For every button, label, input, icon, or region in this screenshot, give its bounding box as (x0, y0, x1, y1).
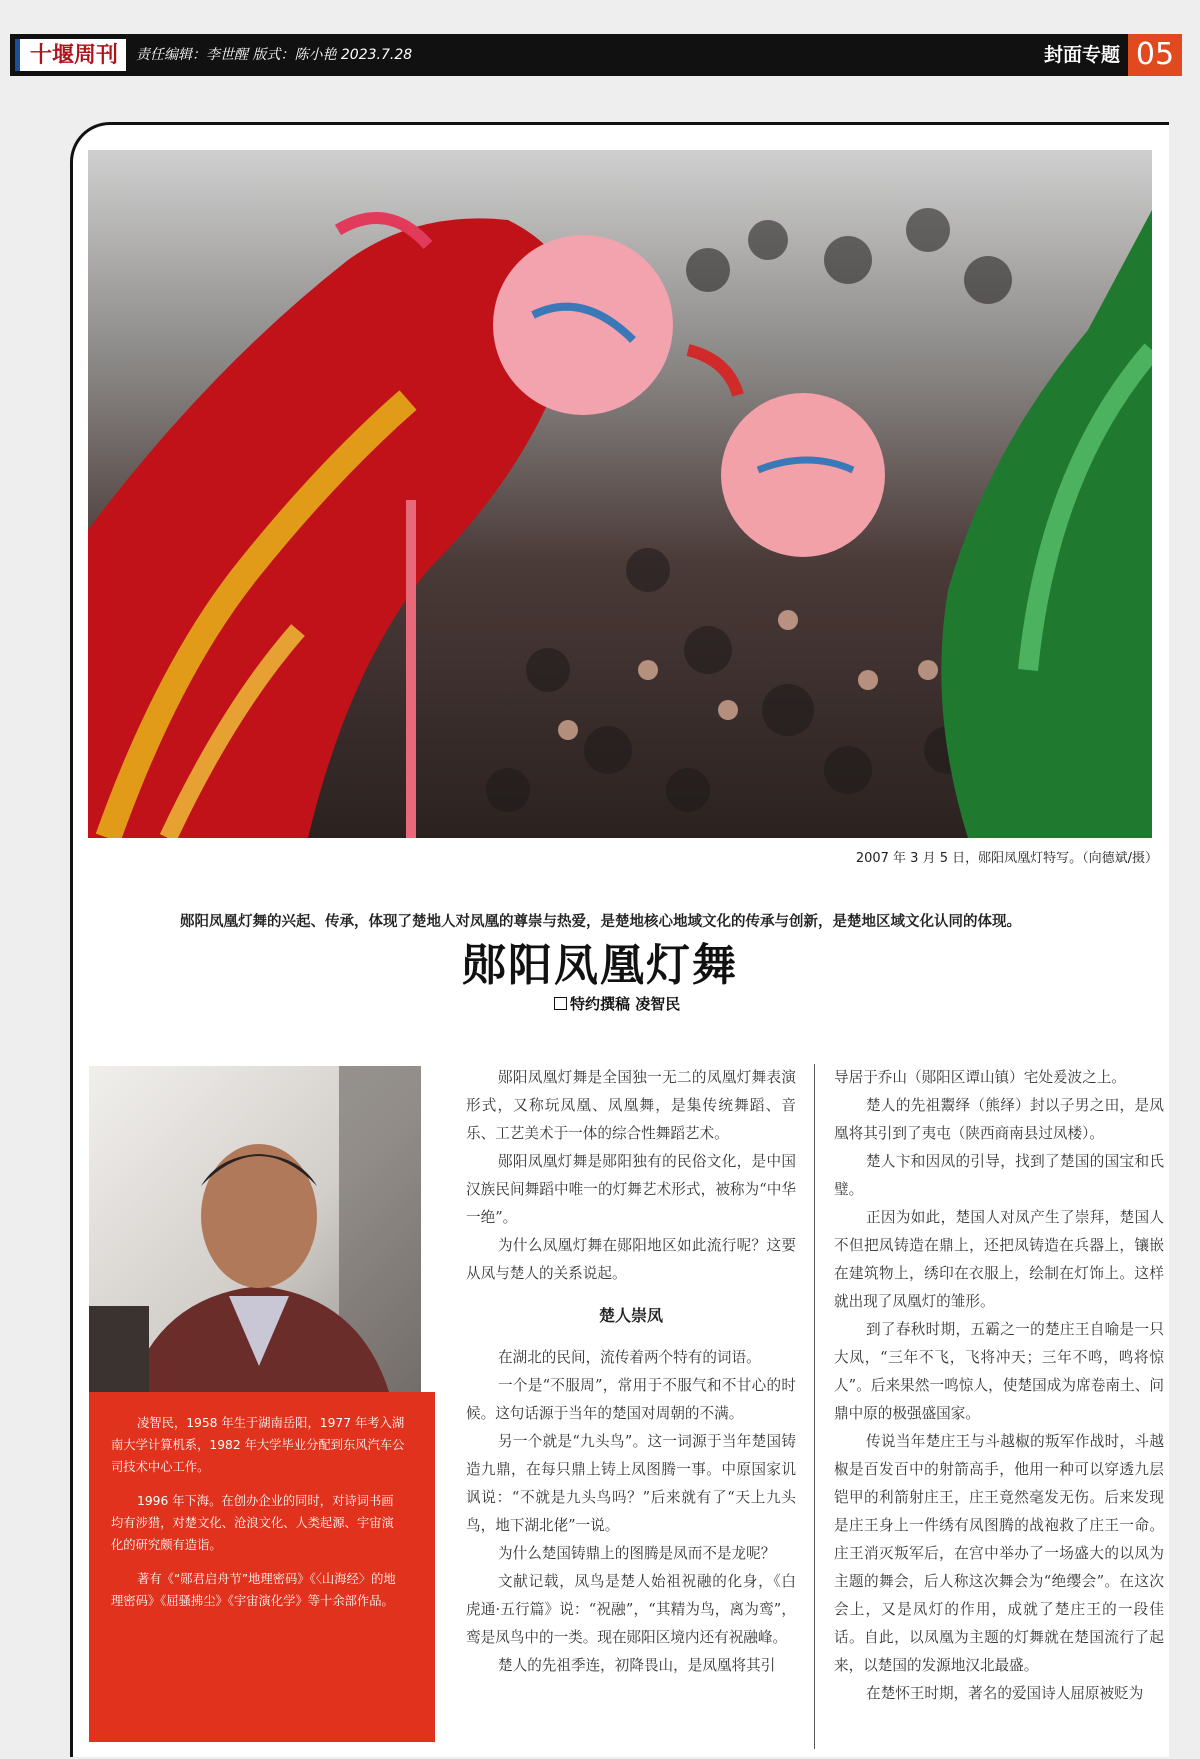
body-paragraph: 一个是“不服周”，常用于不服气和不甘心的时候。这句话源于当年的楚国对周朝的不满。 (466, 1377, 796, 1422)
body-paragraph: 为什么楚国铸鼎上的图腾是凤而不是龙呢？ (498, 1545, 776, 1562)
body-paragraph: 为什么凤凰灯舞在郧阳地区如此流行呢？这要从凤与楚人的关系说起。 (466, 1237, 796, 1282)
photo-caption: 2007 年 3 月 5 日，郧阳凤凰灯特写。（向德斌/摄） (855, 851, 1158, 866)
article-byline (554, 994, 680, 1014)
body-paragraph: 楚人的先祖鬻绎（熊绎）封以子男之田，是凤凰将其引到了夷屯（陕西商南县过凤楼）。 (834, 1097, 1164, 1142)
byline-text: 特约撰稿 凌智民 (570, 995, 681, 1013)
body-paragraph: 郧阳凤凰灯舞是全国独一无二的凤凰灯舞表演形式，又称玩凤凰、凤凰舞，是集传统舞蹈、音乐、工艺美术于一体的综合性舞蹈艺术。 (466, 1069, 796, 1142)
body-paragraph: 在湖北的民间，流传着两个特有的词语。 (498, 1349, 761, 1366)
editor-credits: 责任编辑：李世醒 版式：陈小艳 2023.7.28 (136, 47, 413, 63)
column-divider (814, 1064, 815, 1749)
author-bio-box (89, 1392, 435, 1742)
body-paragraph: 到了春秋时期，五霸之一的楚庄王自喻是一只大凤，“三年不飞，飞将冲天；三年不鸣，鸣将惊人”。后来果然一鸣惊人，使楚国成为席卷南土、问鼎中原的极强盛国家。 (834, 1321, 1164, 1422)
author-portrait (89, 1066, 421, 1392)
bio-paragraph: 1996 年下海。在创办企业的同时，对诗词书画均有涉猎，对楚文化、沧浪文化、人类起源、宇宙演化的研究颇有造诣。 (111, 1494, 394, 1552)
body-paragraph: 郧阳凤凰灯舞是郧阳独有的民俗文化，是中国汉族民间舞蹈中唯一的灯舞艺术形式，被称为“中华一绝”。 (466, 1153, 796, 1226)
body-paragraph: 传说当年楚庄王与斗越椒的叛军作战时，斗越椒是百发百中的射箭高手，他用一种可以穿透九层铠甲的利箭射庄王，庄王竟然毫发无伤。后来发现是庄王身上一件绣有凤图腾的战袍救了庄王一命。庄王消灭叛军后，在宫中举办了一场盛大的以凤为主题的舞会，后人称这次舞会为“绝缨会”。在这次会上，又是凤灯的作用，成就了楚庄王的一段佳话。自此，以凤凰为主题的灯舞就在楚国流行了起来，以楚国的发源地汉北最盛。 (834, 1433, 1164, 1674)
bio-paragraph: 著有《“郧君启舟节”地理密码》《〈山海经〉的地理密码》《屈骚拂尘》《宇宙演化学》等十余部作品。 (111, 1572, 396, 1608)
body-paragraph: 正因为如此，楚国人对凤产生了崇拜，楚国人不但把凤铸造在鼎上，还把凤铸造在兵器上，镶嵌在建筑物上，绣印在衣服上，绘制在灯饰上。这样就出现了凤凰灯的雏形。 (834, 1209, 1164, 1310)
portrait-illustration (89, 1066, 421, 1392)
phoenix-lantern-photo (88, 150, 1152, 838)
body-paragraph: 在楚怀王时期，著名的爱国诗人屈原被贬为 (866, 1685, 1144, 1702)
body-paragraph: 楚人的先祖季连，初降畏山，是凤凰将其引 (498, 1657, 776, 1674)
section-subhead: 楚人崇凤 (598, 1306, 663, 1325)
page-header (10, 34, 1182, 76)
section-title: 封面专题 (1043, 44, 1120, 66)
phoenix-illustration (88, 150, 1152, 838)
publication-logo: 十堰周刊 (15, 39, 126, 71)
article-column-1 (466, 1064, 796, 1680)
article-lead: 郧阳凤凰灯舞的兴起、传承，体现了楚地人对凤凰的尊崇与热爱，是楚地核心地域文化的传承与创新，是楚地区域文化认同的体现。 (180, 914, 1021, 930)
body-paragraph: 文献记载，凤鸟是楚人始祖祝融的化身，《白虎通·五行篇》说：“祝融”，“其精为鸟，离为鸾”，鸾是凤鸟中的一类。现在郧阳区境内还有祝融峰。 (466, 1573, 796, 1646)
article-column-2 (834, 1064, 1164, 1708)
page-number: 05 (1128, 34, 1182, 76)
body-paragraph: 导居于乔山（郧阳区谭山镇）宅处爰波之上。 (834, 1069, 1126, 1086)
byline-box-icon (554, 997, 567, 1010)
article-title: 郧阳凤凰灯舞 (462, 940, 738, 991)
body-paragraph: 另一个就是“九头鸟”。这一词源于当年楚国铸造九鼎，在每只鼎上铸上凤图腾一事。中原国家讥讽说：“不就是九头鸟吗？”后来就有了“天上九头鸟，地下湖北佬”一说。 (466, 1433, 796, 1534)
body-paragraph: 楚人卞和因凤的引导，找到了楚国的国宝和氏璧。 (834, 1153, 1164, 1198)
bio-paragraph: 凌智民，1958 年生于湖南岳阳，1977 年考入湖南大学计算机系，1982 年大学毕业分配到东风汽车公司技术中心工作。 (111, 1416, 405, 1474)
